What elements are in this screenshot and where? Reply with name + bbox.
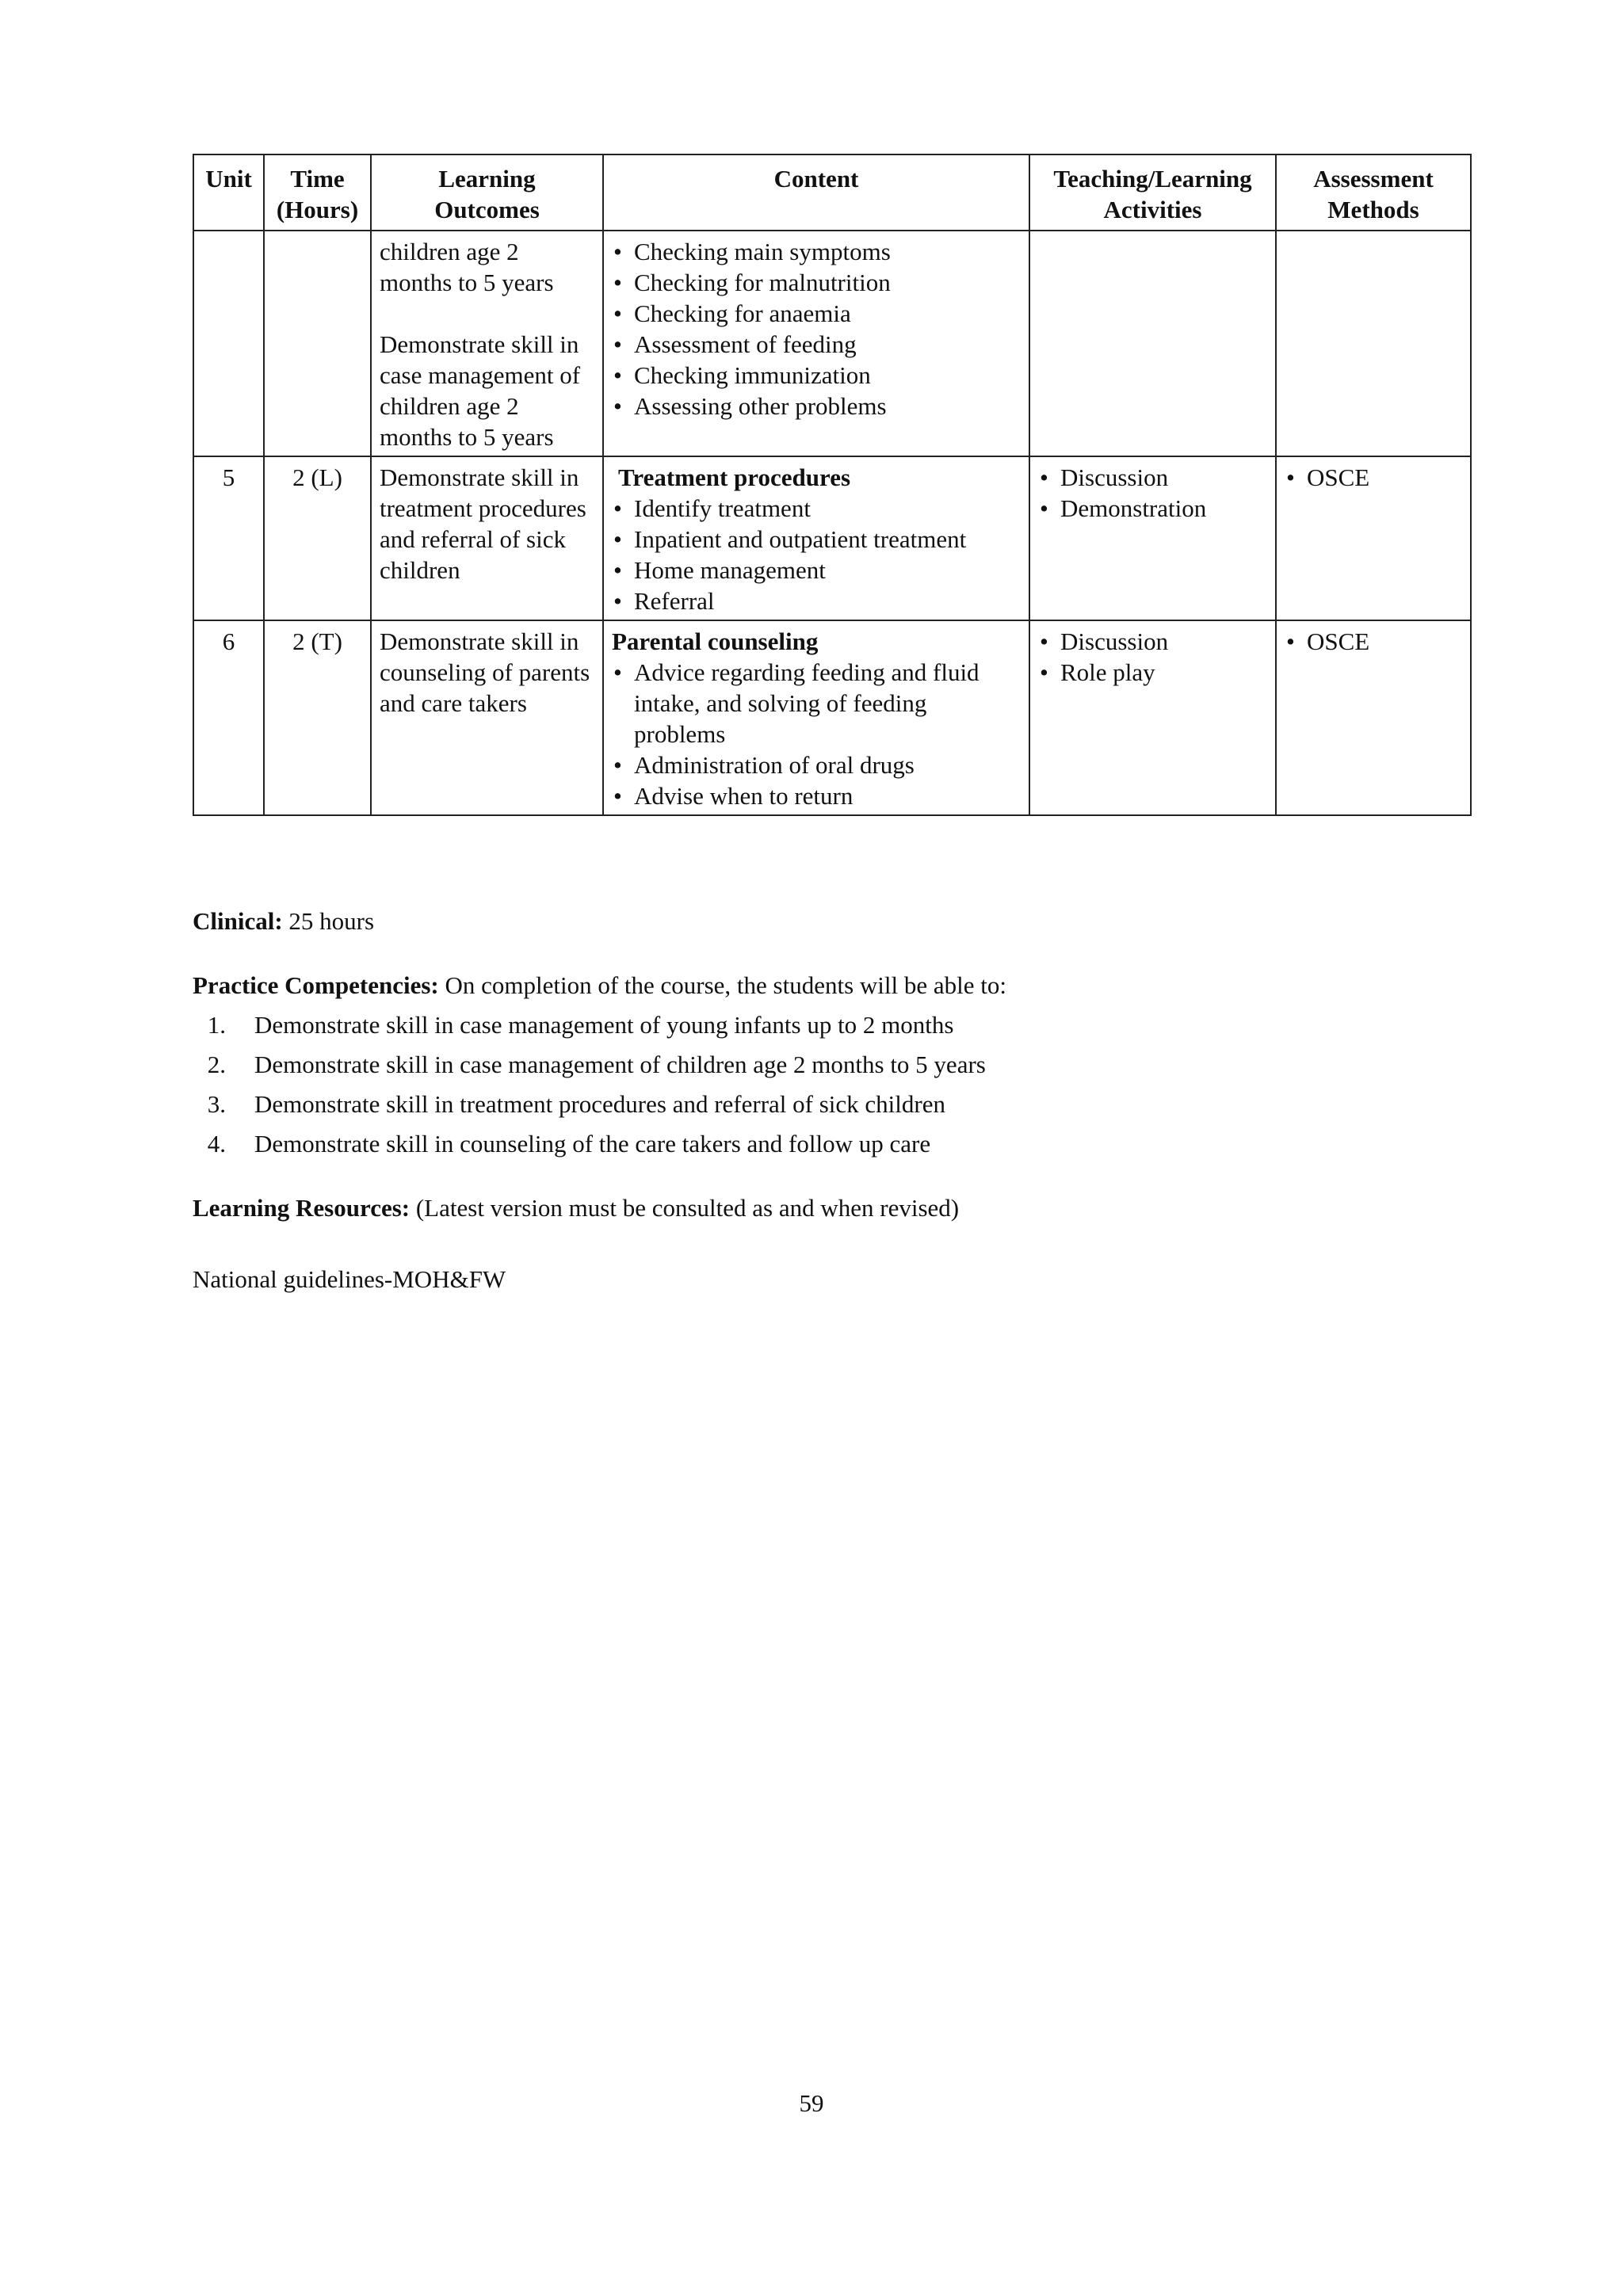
clinical-label: Clinical: (193, 907, 283, 935)
table-row (193, 620, 1471, 815)
assessment-cell (1276, 231, 1471, 456)
unit-cell: 5 (193, 456, 264, 620)
list-text: Demonstrate skill in counseling of the care takers and follow up care (254, 1130, 931, 1158)
list-text: Demonstrate skill in case management of children age 2 months to 5 years (254, 1051, 986, 1078)
list-item: • Checking for malnutrition (612, 267, 1021, 298)
outcome-text: Demonstrate skill in treatment procedures and referral of sick children (380, 463, 586, 584)
header-outcomes-line-2: Outcomes (434, 196, 540, 223)
activities-cell (1029, 456, 1276, 620)
list-item: • Home management (612, 555, 1021, 585)
content-cell (603, 620, 1029, 815)
content-cell (603, 231, 1029, 456)
clinical-value: 25 hours (282, 907, 375, 935)
list-item: • Demonstration (1038, 493, 1267, 524)
list-text: Demonstrate skill in case management of young infants up to 2 months (254, 1011, 954, 1039)
list-item: • Advice regarding feeding and fluid intake, and solving of feeding problems (612, 657, 1021, 749)
content-list (612, 236, 1021, 421)
content-title: Parental counseling (612, 627, 819, 655)
assessment-list (1285, 626, 1462, 657)
list-item: • Identify treatment (612, 493, 1021, 524)
resources-note: (Latest version must be consulted as and when revised) (410, 1194, 960, 1222)
activities-cell (1029, 620, 1276, 815)
header-time-line-1: Time (290, 165, 345, 193)
list-text: Demonstrate skill in treatment procedures and referral of sick children (254, 1090, 945, 1118)
list-item: • Referral (612, 585, 1021, 616)
time-cell (264, 231, 371, 456)
activities-cell (1029, 231, 1276, 456)
content-cell (603, 456, 1029, 620)
table-row (193, 456, 1471, 620)
list-item: • Checking immunization (612, 360, 1021, 391)
header-content: Content (603, 154, 1029, 231)
assessment-list (1285, 462, 1462, 493)
list-item: • Discussion (1038, 626, 1267, 657)
outcome-text: children age 2 months to 5 years (380, 238, 554, 296)
outcome-text: Demonstrate skill in counseling of parents and care takers (380, 627, 590, 717)
table-header-row (193, 154, 1471, 231)
list-number: 2. (207, 1051, 226, 1078)
course-table (193, 154, 1472, 816)
list-item: • OSCE (1285, 462, 1462, 493)
list-number: 4. (207, 1130, 226, 1158)
unit-cell (193, 231, 264, 456)
list-item: • Role play (1038, 657, 1267, 688)
practice-intro (193, 970, 1476, 1001)
list-item: • Inpatient and outpatient treatment (612, 524, 1021, 555)
header-assessment (1276, 154, 1471, 231)
practice-label: Practice Competencies: (193, 971, 439, 999)
activities-list (1038, 462, 1267, 524)
practice-intro-text: On completion of the course, the students will be able to: (438, 971, 1007, 999)
assessment-cell (1276, 456, 1471, 620)
list-item: • Discussion (1038, 462, 1267, 493)
list-item: • Checking for anaemia (612, 298, 1021, 329)
header-time-line-2: (Hours) (276, 196, 359, 223)
header-activities (1029, 154, 1276, 231)
list-number: 3. (207, 1090, 226, 1118)
activities-list (1038, 626, 1267, 688)
header-activities-line-2: Activities (1103, 196, 1202, 223)
table-row (193, 231, 1471, 456)
header-outcomes-line-1: Learning (438, 165, 536, 193)
list-item: • Assessment of feeding (612, 329, 1021, 360)
list-item (193, 1089, 1476, 1128)
header-unit: Unit (193, 154, 264, 231)
list-item: • Checking main symptoms (612, 236, 1021, 267)
learning-resources-line (193, 1192, 1476, 1224)
resource-item: National guidelines-MOH&FW (193, 1265, 506, 1293)
list-item: • Advise when to return (612, 780, 1021, 811)
list-item: • Administration of oral drugs (612, 749, 1021, 780)
outcomes-cell (371, 456, 603, 620)
resources-label: Learning Resources: (193, 1194, 411, 1222)
outcome-text: Demonstrate skill in case management of children age 2 months to 5 years (380, 330, 581, 451)
content-title: Treatment procedures (618, 463, 851, 491)
list-item: • Assessing other problems (612, 391, 1021, 421)
header-assessment-line-2: Methods (1327, 196, 1419, 223)
list-item (193, 1128, 1476, 1168)
practice-competencies (193, 1009, 1476, 1168)
time-cell: 2 (T) (264, 620, 371, 815)
clinical-line (193, 906, 1476, 937)
content-list (612, 493, 1021, 616)
outcomes-cell (371, 231, 603, 456)
header-assessment-line-1: Assessment (1313, 165, 1434, 193)
header-activities-line-1: Teaching/Learning (1053, 165, 1252, 193)
outcomes-cell (371, 620, 603, 815)
list-item: • OSCE (1285, 626, 1462, 657)
competency-list (193, 1009, 1476, 1168)
list-item (193, 1009, 1476, 1049)
assessment-cell (1276, 620, 1471, 815)
page-number: 59 (799, 2089, 824, 2117)
list-item (193, 1049, 1476, 1089)
time-cell: 2 (L) (264, 456, 371, 620)
header-outcomes (371, 154, 603, 231)
list-number: 1. (207, 1011, 226, 1039)
unit-cell: 6 (193, 620, 264, 815)
header-time (264, 154, 371, 231)
content-list (612, 657, 1021, 811)
